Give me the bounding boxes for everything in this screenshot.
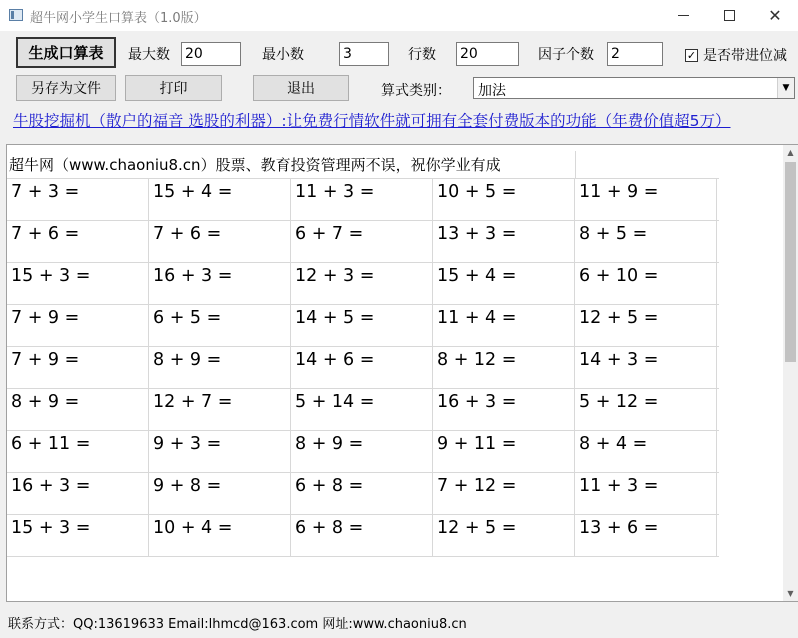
scroll-up-arrow-icon[interactable]: ▲ <box>787 148 794 157</box>
problem-cell: 15 + 3 = <box>7 515 149 557</box>
carry-checkbox[interactable]: ✓ <box>686 49 697 62</box>
carry-label: 是否带进位减 <box>703 48 787 64</box>
promo-link[interactable]: 牛股挖掘机（散户的福音 选股的利器）:让免费行情软件就可拥有全套付费版本的功能（年费价值超5万） <box>13 112 731 130</box>
problem-cell: 8 + 9 = <box>149 347 291 389</box>
problem-cell: 7 + 12 = <box>433 473 575 515</box>
worksheet-header <box>7 151 719 178</box>
problem-cell: 6 + 5 = <box>149 305 291 347</box>
problem-cell: 12 + 5 = <box>575 305 717 347</box>
rows-field[interactable]: 20 <box>456 42 519 66</box>
problem-cell: 8 + 12 = <box>433 347 575 389</box>
problem-cell: 16 + 3 = <box>7 473 149 515</box>
rows-label: 行数 <box>408 47 436 63</box>
problem-cell: 7 + 6 = <box>149 221 291 263</box>
problem-cell: 6 + 11 = <box>7 431 149 473</box>
problem-cell: 7 + 6 = <box>7 221 149 263</box>
maximize-button[interactable] <box>706 0 752 31</box>
problem-cell: 11 + 3 = <box>575 473 717 515</box>
problem-row <box>7 305 719 347</box>
minimize-button[interactable] <box>660 0 706 31</box>
close-icon: ✕ <box>768 6 782 25</box>
problem-cell: 16 + 3 = <box>149 263 291 305</box>
problem-cell: 9 + 11 = <box>433 431 575 473</box>
problem-cell: 9 + 8 = <box>149 473 291 515</box>
problem-cell: 10 + 5 = <box>433 179 575 221</box>
problem-row <box>7 263 719 305</box>
formula-type-value: 加法 <box>478 83 506 99</box>
problem-row <box>7 221 719 263</box>
problem-row <box>7 347 719 389</box>
app-icon <box>9 9 23 21</box>
close-button[interactable] <box>752 0 798 31</box>
title-bar <box>0 0 798 31</box>
problem-cell: 6 + 10 = <box>575 263 717 305</box>
min-number-field[interactable]: 3 <box>339 42 389 66</box>
problem-cell: 5 + 12 = <box>575 389 717 431</box>
problem-cell: 11 + 3 = <box>291 179 433 221</box>
problem-cell: 8 + 5 = <box>575 221 717 263</box>
worksheet <box>6 144 798 602</box>
formula-type-select[interactable] <box>473 77 795 99</box>
factor-count-field[interactable]: 2 <box>607 42 663 66</box>
scroll-thumb[interactable] <box>785 162 796 362</box>
problem-cell: 15 + 4 = <box>149 179 291 221</box>
maximize-icon <box>724 10 735 21</box>
window-title: 超牛网小学生口算表（1.0版） <box>30 11 207 26</box>
problem-cell: 12 + 7 = <box>149 389 291 431</box>
worksheet-header-text: 超牛网（www.chaoniu8.cn）股票、教育投资管理两不误，祝你学业有成 <box>9 156 501 174</box>
problem-cell: 6 + 8 = <box>291 473 433 515</box>
factor-count-label: 因子个数 <box>538 47 594 63</box>
problem-cell: 12 + 5 = <box>433 515 575 557</box>
problem-row <box>7 389 719 431</box>
header-divider <box>575 151 576 178</box>
scroll-down-arrow-icon[interactable]: ▼ <box>787 589 794 598</box>
problem-row <box>7 179 719 221</box>
problem-cell: 13 + 6 = <box>575 515 717 557</box>
problem-cell: 13 + 3 = <box>433 221 575 263</box>
problem-cell: 14 + 5 = <box>291 305 433 347</box>
max-number-field[interactable]: 20 <box>181 42 241 66</box>
problem-cell: 8 + 9 = <box>291 431 433 473</box>
problem-row <box>7 515 719 557</box>
problem-cell: 16 + 3 = <box>433 389 575 431</box>
max-number-label: 最大数 <box>128 47 170 63</box>
exit-button[interactable]: 退出 <box>253 75 349 101</box>
problem-cell: 8 + 9 = <box>7 389 149 431</box>
problem-cell: 8 + 4 = <box>575 431 717 473</box>
problem-cell: 14 + 3 = <box>575 347 717 389</box>
problem-grid <box>7 178 719 556</box>
save-as-file-button[interactable]: 另存为文件 <box>16 75 116 101</box>
formula-type-label: 算式类别： <box>381 83 451 99</box>
problem-cell: 6 + 8 = <box>291 515 433 557</box>
problem-cell: 7 + 9 = <box>7 305 149 347</box>
problem-cell: 10 + 4 = <box>149 515 291 557</box>
problem-row <box>7 473 719 515</box>
problem-cell: 9 + 3 = <box>149 431 291 473</box>
contact-info: 联系方式：QQ:13619633 Email:lhmcd@163.com 网址:www.chaoniu8.cn <box>8 617 467 632</box>
print-button[interactable]: 打印 <box>125 75 222 101</box>
problem-cell: 11 + 4 = <box>433 305 575 347</box>
problem-cell: 7 + 3 = <box>7 179 149 221</box>
chevron-down-icon[interactable]: ▼ <box>777 78 794 98</box>
min-number-label: 最小数 <box>262 47 304 63</box>
problem-cell: 5 + 14 = <box>291 389 433 431</box>
problem-cell: 12 + 3 = <box>291 263 433 305</box>
problem-cell: 11 + 9 = <box>575 179 717 221</box>
generate-button[interactable]: 生成口算表 <box>16 37 116 68</box>
problem-cell: 14 + 6 = <box>291 347 433 389</box>
vertical-scrollbar[interactable] <box>783 145 798 601</box>
problem-cell: 7 + 9 = <box>7 347 149 389</box>
problem-cell: 15 + 3 = <box>7 263 149 305</box>
problem-cell: 15 + 4 = <box>433 263 575 305</box>
problem-cell: 6 + 7 = <box>291 221 433 263</box>
minimize-icon <box>678 15 689 16</box>
problem-row <box>7 431 719 473</box>
